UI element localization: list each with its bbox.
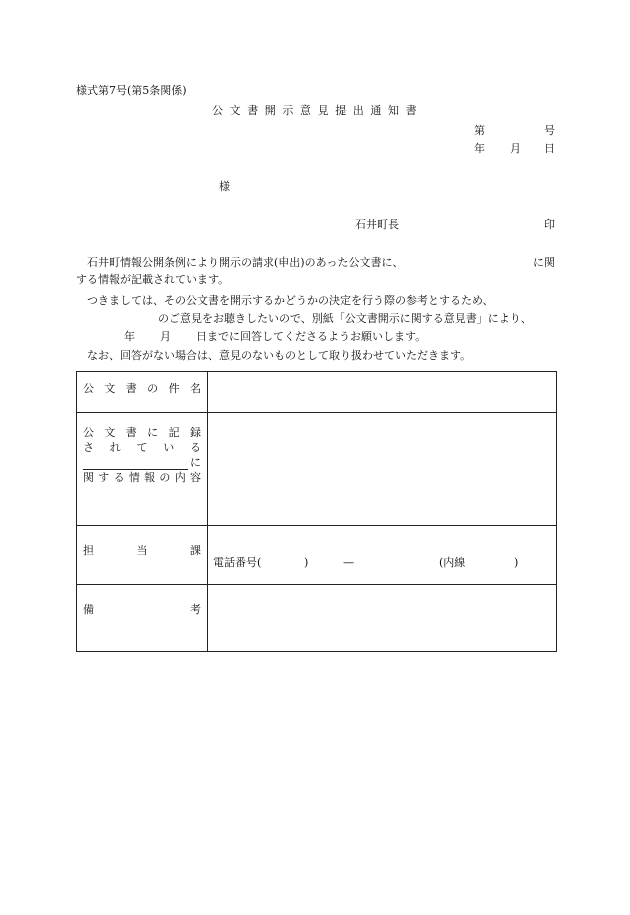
body-p3: なお、回答がない場合は、意見のないものとして取り扱わせていただきます。 bbox=[87, 349, 472, 362]
row-remarks bbox=[77, 585, 557, 652]
label-info-l2: さ れ て い る bbox=[83, 441, 201, 454]
date-day: 日 bbox=[544, 142, 555, 155]
row-department bbox=[77, 526, 557, 585]
label-dept: 担 当 課 bbox=[83, 544, 201, 557]
body-p2-b: のご意見をお聴きしたいので、別紙「公文書開示に関する意見書」により、 bbox=[158, 312, 532, 325]
row-subject bbox=[77, 372, 557, 413]
ref-go: 号 bbox=[544, 124, 555, 137]
label-subject: 公 文 書 の 件 名 bbox=[83, 382, 201, 395]
document-title: 公文書開示意見提出通知書 bbox=[212, 104, 424, 117]
date-year: 年 bbox=[474, 142, 485, 155]
label-cell-remarks bbox=[77, 585, 208, 652]
label-cell-info bbox=[77, 413, 208, 526]
body-p2-year: 年 bbox=[124, 330, 135, 343]
label-cell-dept bbox=[77, 526, 208, 585]
body-p1-c: する情報が記載されています。 bbox=[76, 273, 230, 286]
label-cell-subject bbox=[77, 372, 208, 413]
value-cell-remarks[interactable] bbox=[208, 585, 557, 652]
info-blank-underline bbox=[83, 456, 188, 470]
date-month: 月 bbox=[510, 142, 521, 155]
label-info-l3: に bbox=[83, 455, 201, 470]
label-info-l1: 公 文 書 に 記 録 bbox=[83, 426, 201, 439]
body-p2-c: 日までに回答してくださるようお願いします。 bbox=[196, 330, 427, 343]
value-cell-subject[interactable] bbox=[208, 372, 557, 413]
body-p1-b: に関 bbox=[533, 256, 555, 269]
row-info-content bbox=[77, 413, 557, 526]
label-remarks: 備 考 bbox=[83, 603, 201, 616]
ext-label: (内線 bbox=[439, 556, 466, 569]
body-p2-a: つきましては、その公文書を開示するかどうかの決定を行う際の参考とするため、 bbox=[87, 294, 494, 307]
phone-dash: — bbox=[343, 556, 354, 569]
value-cell-info[interactable] bbox=[208, 413, 557, 526]
ext-close: ) bbox=[514, 556, 519, 569]
body-p1-a: 石井町情報公開条例により開示の請求(申出)のあった公文書に、 bbox=[87, 256, 404, 269]
label-info-l4: 関 す る 情 報 の 内 容 bbox=[83, 471, 201, 484]
opinion-form-table bbox=[76, 371, 557, 652]
addressee-suffix: 様 bbox=[219, 180, 230, 193]
ref-dai: 第 bbox=[474, 124, 485, 137]
form-number: 様式第7号(第5条関係) bbox=[76, 84, 187, 97]
seal-mark: 印 bbox=[544, 218, 555, 231]
value-cell-dept[interactable] bbox=[208, 526, 557, 585]
phone-label: 電話番号( bbox=[213, 556, 262, 569]
phone-close: ) bbox=[304, 556, 309, 569]
sender-name: 石井町長 bbox=[355, 218, 399, 231]
body-p2-month: 月 bbox=[160, 330, 171, 343]
